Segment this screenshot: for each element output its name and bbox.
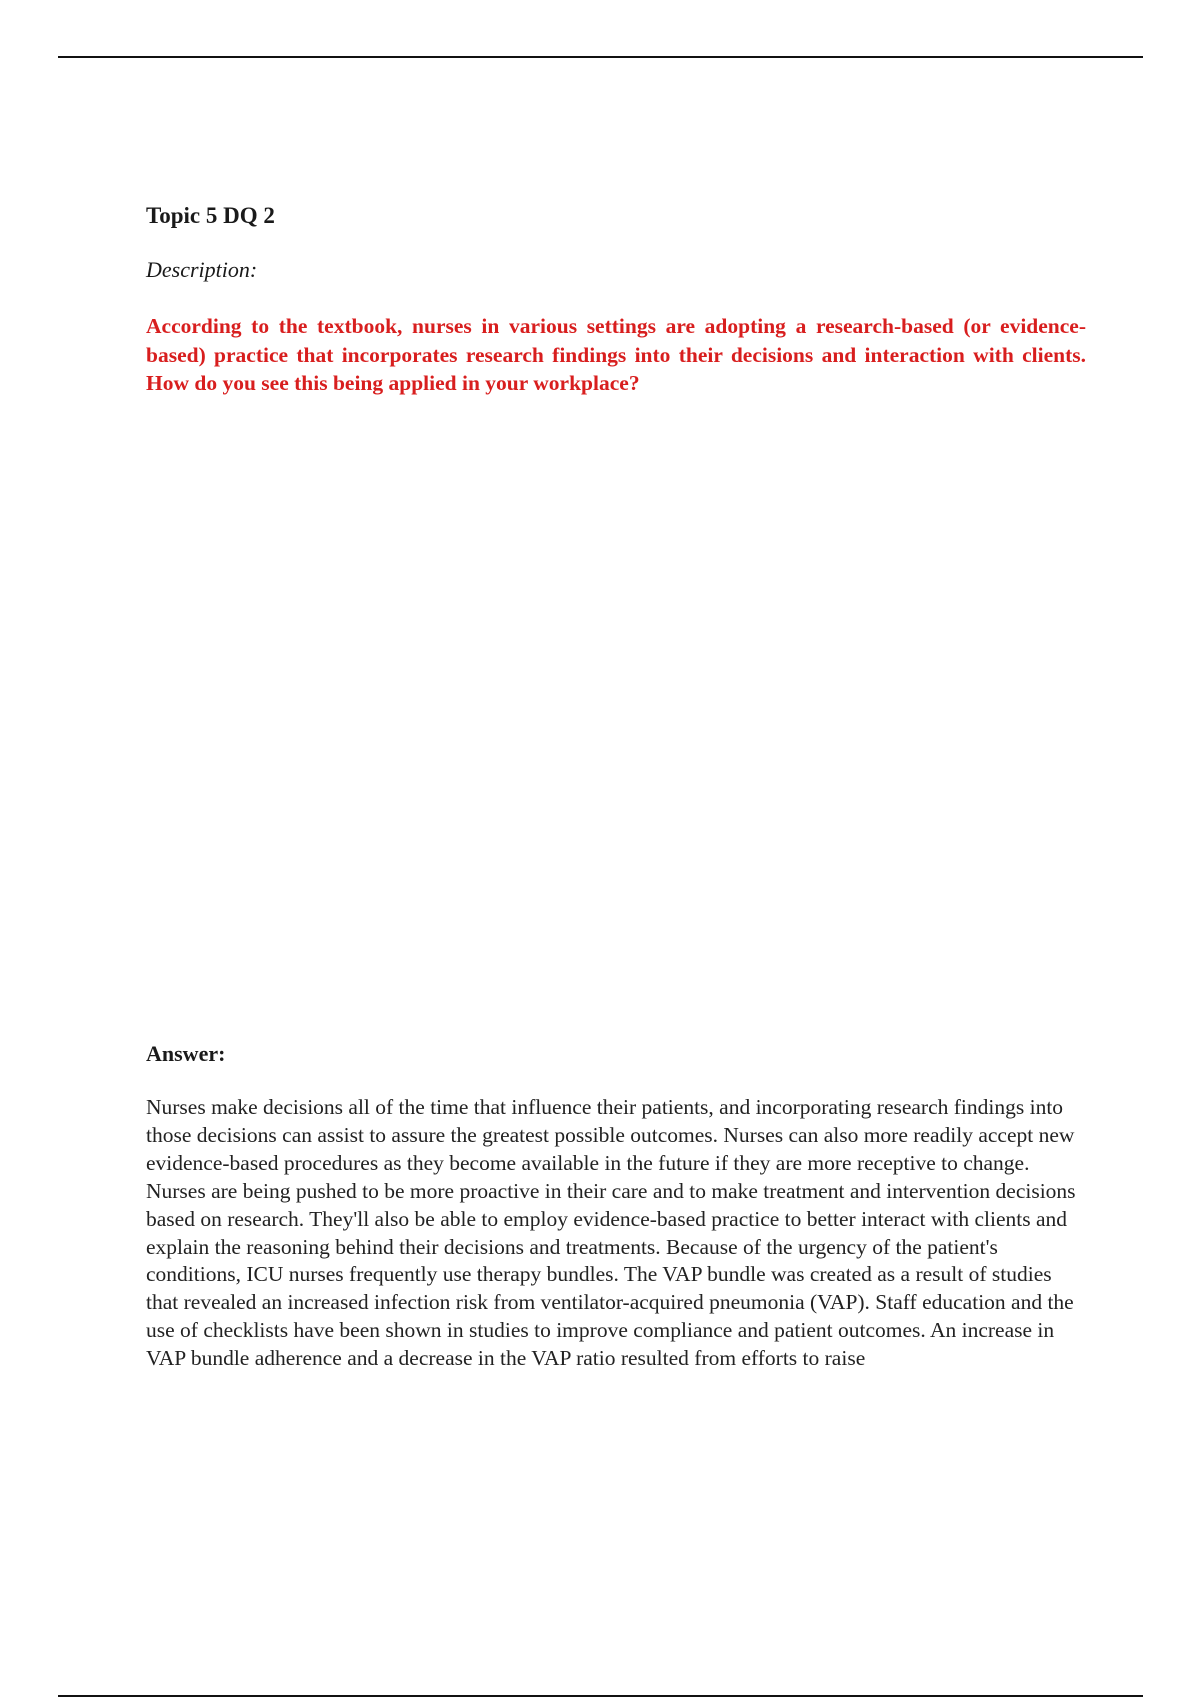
answer-label: Answer: [146,1041,226,1066]
bottom-rule [58,1695,1143,1697]
question-text: According to the textbook, nurses in various settings are adopting a research-based (or evidence-based) practice that incorporates research findings into their decisions and interaction with clients. How do you see this being applied in your workplace? [146,314,1086,395]
description-label: Description: [146,257,258,282]
page-title: Topic 5 DQ 2 [146,203,275,228]
top-rule [58,56,1143,58]
answer-text: Nurses make decisions all of the time that influence their patients, and incorporating research findings into those decisions can assist to assure the greatest possible outcomes. Nurses can also more readily accept new evidence-based procedures as they become available in the future if they are more receptive to change. Nurses are being pushed to be more proactive in their care and to make treatment and intervention decisions based on research. They'll also be able to employ evidence-based practice to better interact with clients and explain the reasoning behind their decisions and treatments. Because of the urgency of the patient's conditions, ICU nurses frequently use therapy bundles. The VAP bundle was created as a result of studies that revealed an increased infection risk from ventilator-acquired pneumonia (VAP). Staff education and the use of checklists have been shown in studies to improve compliance and patient outcomes. An increase in VAP bundle adherence and a decrease in the VAP ratio resulted from efforts to raise [146,1095,1076,1371]
